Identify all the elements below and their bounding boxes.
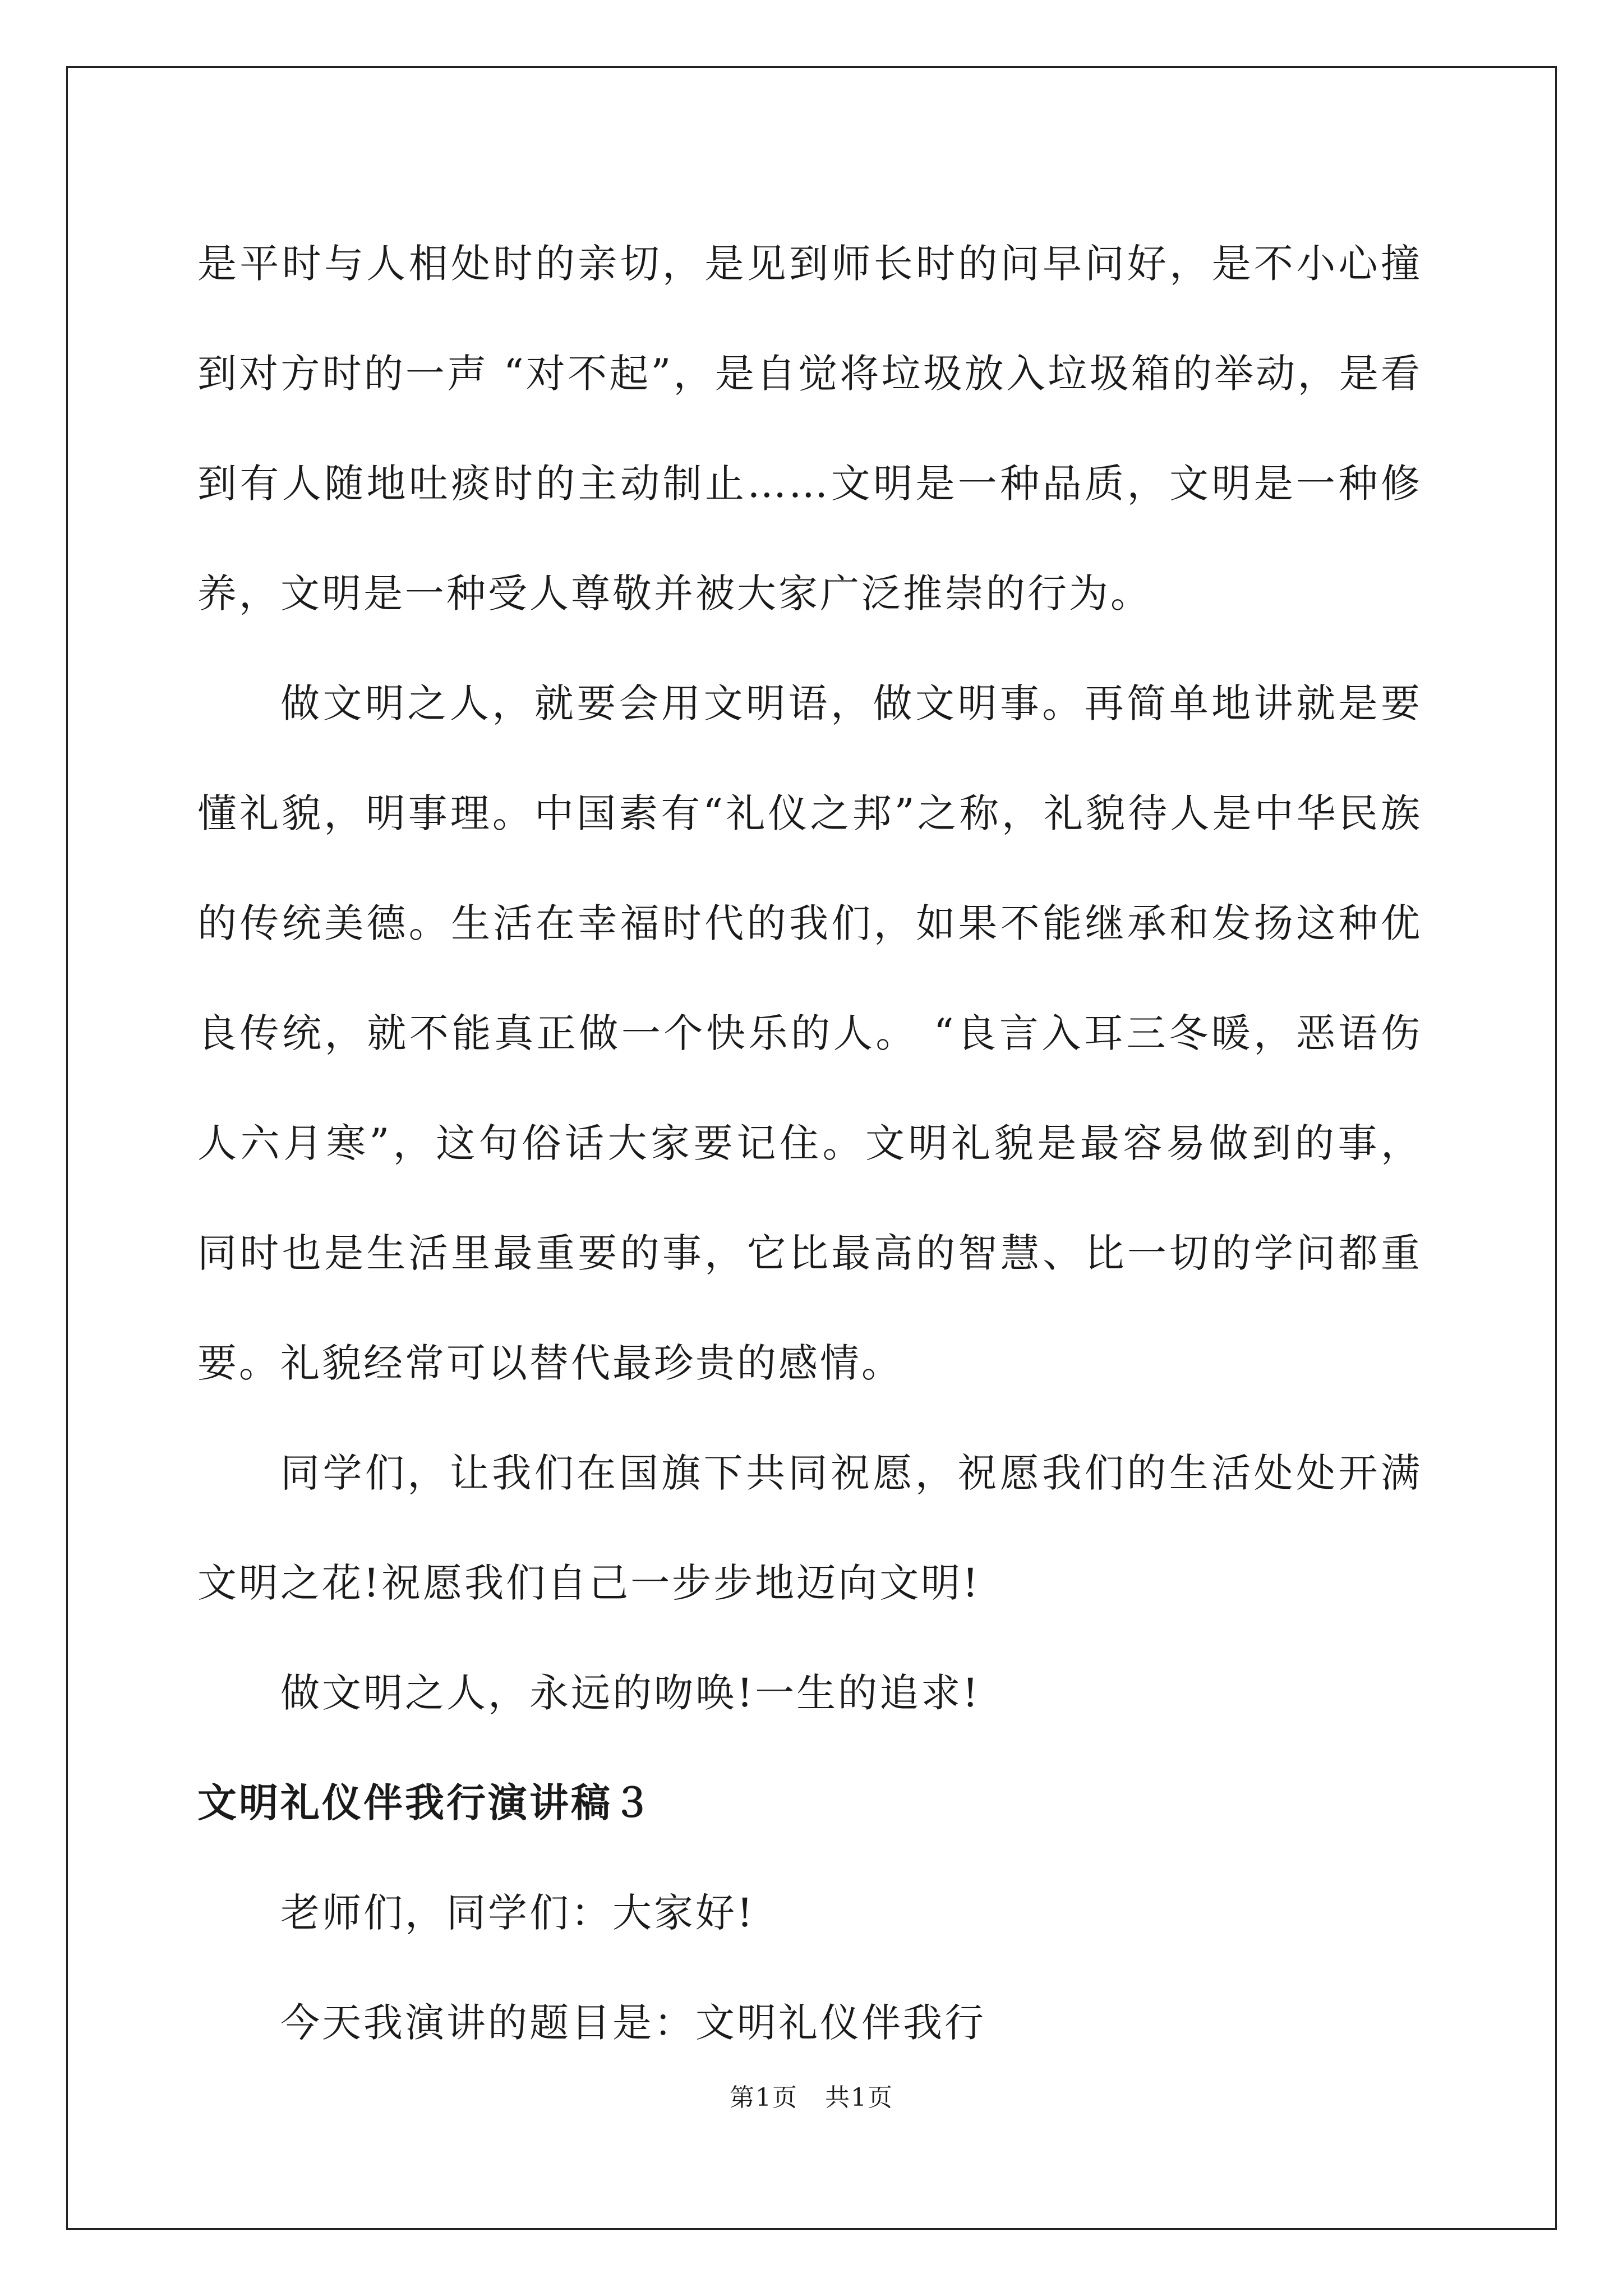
page-number: 第1页 [730, 2083, 798, 2112]
topic-paragraph: 今天我演讲的题目是：文明礼仪伴我行 [280, 2000, 986, 2046]
greeting-paragraph: 老师们，同学们：大家好! [280, 1890, 755, 1936]
page-total: 共1页 [825, 2083, 893, 2112]
section-heading: 文明礼仪伴我行演讲稿３ [197, 1779, 654, 1826]
document-body [197, 209, 1422, 2078]
paragraph-4: 做文明之人，永远的吻唤!一生的追求! [280, 1670, 981, 1716]
page-footer [0, 2081, 1623, 2115]
paragraph-2: 做文明之人，就要会用文明语，做文明事。再简单地讲就是要懂礼貌，明事理。中国素有“礼仪之邦”之称，礼貌待人是中华民族的传统美德。生活在幸福时代的我们，如果不能继承和发扬这种优良传统，就不能真正做一个快乐的人。 “良言入耳三冬暖，恶语伤人六月寒”，这句俗话大家要记住。文明礼貌是最容易做到的事，同时也是生活里最重要的事，它比最高的智慧、比一切的学问都重要。礼貌经常可以替代最珍贵的感情。 [197, 680, 1422, 1386]
paragraph-1: 是平时与人相处时的亲切，是见到师长时的问早问好，是不小心撞到对方时的一声 “对不起”，是自觉将垃圾放入垃圾箱的举动，是看到有人随地吐痰时的主动制止……文明是一种品质，文明是一种修养，文明是一种受人尊敬并被大家广泛推崇的行为。 [197, 241, 1422, 616]
paragraph-3: 同学们，让我们在国旗下共同祝愿，祝愿我们的生活处处开满文明之花!祝愿我们自己一步步地迈向文明! [197, 1450, 1422, 1606]
